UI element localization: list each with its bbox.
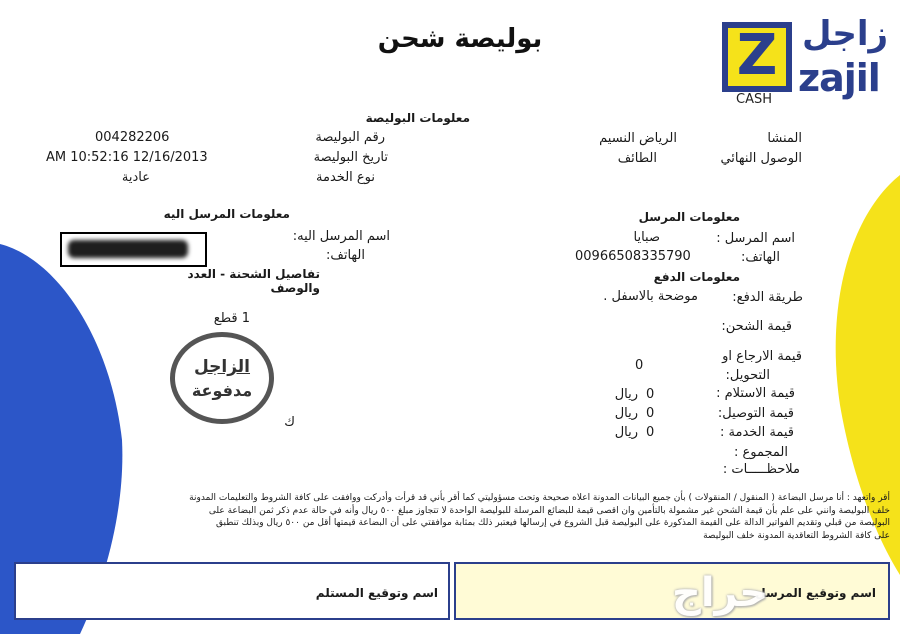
service-type-value: عادية <box>121 170 150 185</box>
sender-heading: معلومات المرسل <box>638 210 740 224</box>
origin-value: الرياض النسيم <box>599 131 677 146</box>
terms-line-2: خلف البوليصة وانني على علم بأن قيمة الشحن غير مشمولة بالتأمين وان اقصى قيمة للبضائع المرسلة للبوليصة الواحدة لا تتجاوز مبلغ ٥٠٠ ريال وأنه في حالة عدم ذكر ثمن البضاعة على <box>208 505 890 516</box>
policy-date-label: تاريخ البوليصة <box>313 150 388 165</box>
delivery-currency: ريال <box>614 406 638 421</box>
sender-phone-label: الهاتف: <box>741 250 780 265</box>
payment-method-value: موضحة بالاسفل . <box>603 289 698 304</box>
terms-line-4: على كافة الشروط التعاقدية المدونة خلف البوليصة <box>703 530 890 541</box>
shipment-note-char: ك <box>284 415 295 430</box>
recipient-phone-label: الهاتف: <box>326 248 365 263</box>
recipient-name-redaction-box <box>60 232 207 267</box>
receiver-signature-label: اسم وتوقيع المستلم <box>315 586 438 600</box>
logo-arabic: زاجل <box>802 14 889 54</box>
receiver-signature-box <box>14 562 450 620</box>
sender-name-value: صبايا <box>633 230 660 245</box>
return-label-2: التحويل: <box>725 368 770 383</box>
policy-info-heading: معلومات البوليصة <box>365 111 470 125</box>
shipment-count: 1 قطع <box>213 311 250 326</box>
service-value: 0 <box>646 425 655 440</box>
shipment-details-heading: تفاصيل الشحنة - العدد والوصف <box>187 267 320 295</box>
delivery-value: 0 <box>646 406 655 421</box>
stamp-line-2: مدفوعة <box>191 381 253 400</box>
sender-name-label: اسم المرسل : <box>716 231 795 246</box>
receipt-value-label: قيمة الاستلام : <box>716 386 795 401</box>
sender-phone-value: 00966508335790 <box>575 249 691 264</box>
destination-label: الوصول النهائي <box>720 151 802 166</box>
service-type-label: نوع الخدمة <box>316 170 375 185</box>
notes-label: ملاحظـــــات : <box>722 462 800 477</box>
document-title: بوليصة شحن <box>377 24 543 54</box>
zajil-logo <box>722 14 889 108</box>
return-label-1: قيمة الارجاع او <box>722 349 802 364</box>
shipping-value-label: قيمة الشحن: <box>721 319 792 334</box>
payment-method-label: طريقة الدفع: <box>732 290 803 305</box>
policy-number-label: رقم البوليصة <box>315 130 385 145</box>
terms-line-1: أقر واتعهد : أنا مرسل البضاعة ( المنقول / المنقولات ) بأن جميع البيانات المدونة اعلاه صحيحة وتحت مسؤوليتي كما أقر بأني قد قرأت وأدركت ووافقت على كافة الشروط والتعليمات المدونة <box>189 493 890 503</box>
logo-english: zajil <box>798 56 880 100</box>
delivery-value-label: قيمة التوصيل: <box>717 406 794 421</box>
logo-cash-tag: CASH <box>736 92 772 107</box>
recipient-heading: معلومات المرسل اليه <box>163 207 290 221</box>
policy-number: 004282206 <box>95 130 170 145</box>
origin-label: المنشا <box>767 131 802 146</box>
total-label: المجموع : <box>734 445 788 460</box>
receipt-currency: ريال <box>614 387 638 402</box>
recipient-name-label: اسم المرسل اليه: <box>292 229 390 244</box>
destination-value: الطائف <box>617 151 657 166</box>
terms-line-3: البوليصة من قبلي وتقديم الفواتير الدالة على القيمة المذكورة على البوليصة قبل الشروع في إرسالها فيعتبر ذلك بمثابة موافقتي على أن البضاعة قيمتها أقل من ٥٠٠ ريال وبذلك تنطبق <box>215 518 890 528</box>
logo-mark: Z <box>722 22 792 92</box>
paid-stamp <box>170 332 274 424</box>
return-value: 0 <box>635 358 644 373</box>
payment-heading: معلومات الدفع <box>653 270 740 284</box>
terms-text <box>10 492 890 542</box>
service-currency: ريال <box>614 425 638 440</box>
haraj-watermark: حراج <box>672 570 769 616</box>
receipt-value: 0 <box>646 387 655 402</box>
policy-date: AM 10:52:16 12/16/2013 <box>46 150 208 165</box>
service-value-label: قيمة الخدمة : <box>720 425 794 440</box>
stamp-line-1: الزاجل <box>193 357 251 377</box>
sender-signature-label: اسم وتوقيع المرسل <box>755 586 876 600</box>
